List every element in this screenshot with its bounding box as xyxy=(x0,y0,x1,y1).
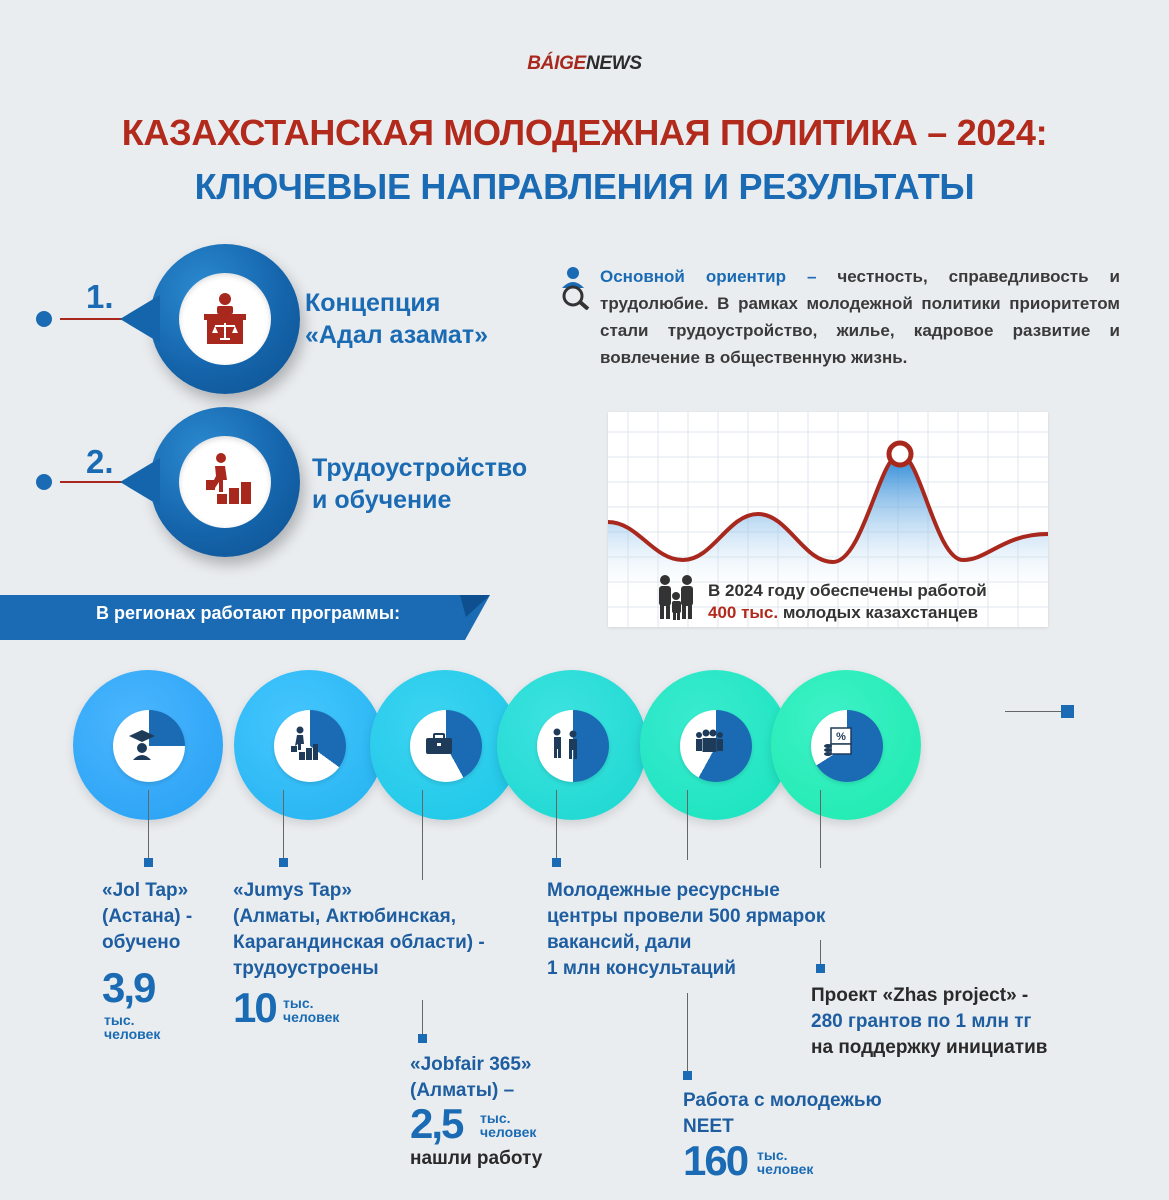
brand-logo xyxy=(0,53,1169,75)
youth-group-icon xyxy=(551,726,581,760)
chart-caption xyxy=(708,580,987,624)
briefcase-icon xyxy=(424,726,454,760)
direction-1-badge xyxy=(150,244,300,394)
program-2-unit xyxy=(283,996,339,1024)
family-icon xyxy=(654,572,700,620)
page-title-line1: КАЗАХСТАНСКАЯ МОЛОДЕЖНАЯ ПОЛИТИКА – 2024: xyxy=(121,112,1048,153)
program-circle-2 xyxy=(234,670,384,820)
program-2-text xyxy=(233,878,485,982)
program-3-value: 2,5 xyxy=(410,1100,463,1147)
program-6-line2: 280 грантов по 1 млн тг xyxy=(811,1011,1032,1032)
program-2-connector xyxy=(283,790,284,860)
program-6-line3: на поддержку инициатив xyxy=(811,1037,1048,1058)
program-5-line1: Работа с молодежью xyxy=(683,1090,882,1111)
wave-peak-marker xyxy=(889,443,911,465)
program-5-line2: NEET xyxy=(683,1116,734,1137)
program-4-line3: вакансий, дали xyxy=(547,932,692,953)
program-1-unit1: тыс. xyxy=(104,1012,135,1028)
program-5-connector-top xyxy=(687,790,688,860)
program-2-line3: Карагандинская области) - xyxy=(233,932,485,953)
program-4-connector xyxy=(556,790,557,860)
program-6-marker xyxy=(816,964,825,973)
program-5-unit xyxy=(757,1148,813,1176)
justice-podium-icon xyxy=(179,273,271,365)
decor-square xyxy=(1061,705,1074,718)
program-5-text xyxy=(683,1088,882,1140)
program-5-connector-bottom xyxy=(687,993,688,1073)
direction-2-number: 2. xyxy=(86,443,114,480)
info-paragraph xyxy=(600,263,1120,371)
program-5-unit2: человек xyxy=(757,1161,814,1177)
chart-caption-highlight: 400 тыс. xyxy=(708,603,779,622)
program-1-text xyxy=(102,878,192,956)
career-steps-icon xyxy=(179,436,271,528)
program-6-line1: Проект «Zhas project» - xyxy=(811,985,1029,1006)
program-2-value: 10 xyxy=(233,984,276,1031)
program-3-line1: «Jobfair 365» xyxy=(410,1054,532,1075)
program-1-unit xyxy=(104,1013,160,1041)
program-4-line4: 1 млн консультаций xyxy=(547,958,736,979)
program-2-unit2: человек xyxy=(283,1009,340,1025)
chart-caption-line1: В 2024 году обеспечены работой xyxy=(708,581,987,600)
program-2-unit1: тыс. xyxy=(283,995,314,1011)
program-5-marker xyxy=(683,1071,692,1080)
info-lead: Основной ориентир – xyxy=(600,267,817,286)
info-text: честность, справедливость и трудолюбие. В рамках молодежной политики приоритетом стали трудоустройство, жилье, кадровое развитие и вовлечение в общественную жизнь. xyxy=(600,267,1120,367)
direction-2-dot xyxy=(36,474,52,490)
direction-2-label xyxy=(312,452,527,516)
program-circle-4 xyxy=(497,670,647,820)
direction-2-badge xyxy=(150,407,300,557)
program-6-connector-top xyxy=(820,790,821,868)
people-group-icon xyxy=(694,726,724,760)
program-2-line2: (Алматы, Актюбинская, xyxy=(233,906,456,927)
program-1-value: 3,9 xyxy=(102,964,155,1011)
employment-chart-box xyxy=(608,412,1048,627)
direction-2-label-line1: Трудоустройство xyxy=(312,454,528,482)
direction-1-number: 1. xyxy=(86,278,114,315)
program-1-marker xyxy=(144,858,153,867)
programs-header: В регионах работают программы: xyxy=(96,603,401,623)
program-2-marker xyxy=(279,858,288,867)
program-1-line1: «Jol Tap» xyxy=(102,880,189,901)
grant-percent-icon xyxy=(823,726,853,760)
program-1-unit2: человек xyxy=(104,1026,161,1042)
program-4-marker xyxy=(552,858,561,867)
program-3-connector-top xyxy=(422,790,423,880)
program-3-unit2: человек xyxy=(480,1124,537,1140)
program-1-connector xyxy=(148,790,149,860)
direction-2-label-line2: и обучение xyxy=(312,486,452,514)
program-3-unit1: тыс. xyxy=(480,1110,511,1126)
program-4-line2: центры провели 500 ярмарок xyxy=(547,906,826,927)
program-3-marker xyxy=(418,1034,427,1043)
wave-line xyxy=(608,454,1048,562)
program-3-text xyxy=(410,1052,531,1104)
direction-1-label xyxy=(305,287,488,351)
svg-text:%: % xyxy=(836,731,846,743)
brand-part1: BÁIGE xyxy=(527,53,586,74)
program-3-line2: (Алматы) – xyxy=(410,1080,515,1101)
program-circle-5 xyxy=(640,670,790,820)
program-3-unit xyxy=(480,1111,536,1139)
direction-1-dot xyxy=(36,311,52,327)
program-2-line4: трудоустроены xyxy=(233,958,379,979)
brand-part2: NEWS xyxy=(585,53,642,74)
person-search-icon xyxy=(556,264,594,310)
decor-line xyxy=(1005,711,1063,712)
program-2-line1: «Jumys Tap» xyxy=(233,880,352,901)
graduation-cap-icon xyxy=(127,726,157,760)
program-5-unit1: тыс. xyxy=(757,1147,788,1163)
program-1-line2: (Астана) - xyxy=(102,906,193,927)
program-3-line3: нашли работу xyxy=(410,1148,543,1169)
direction-1-label-line1: Концепция xyxy=(305,289,441,317)
program-6-text xyxy=(811,983,1047,1061)
program-circle-6 xyxy=(771,670,921,820)
program-4-text xyxy=(547,878,825,982)
chart-caption-rest: молодых казахстанцев xyxy=(778,603,979,622)
program-3-connector-bottom xyxy=(422,1000,423,1036)
direction-1-label-line2: «Адал азамат» xyxy=(305,321,488,349)
program-4-line1: Молодежные ресурсные xyxy=(547,880,780,901)
career-ladder-icon xyxy=(288,726,318,760)
program-5-value: 160 xyxy=(683,1137,748,1184)
page-title-line2: КЛЮЧЕВЫЕ НАПРАВЛЕНИЯ И РЕЗУЛЬТАТЫ xyxy=(194,166,975,207)
program-1-line3: обучено xyxy=(102,932,181,953)
